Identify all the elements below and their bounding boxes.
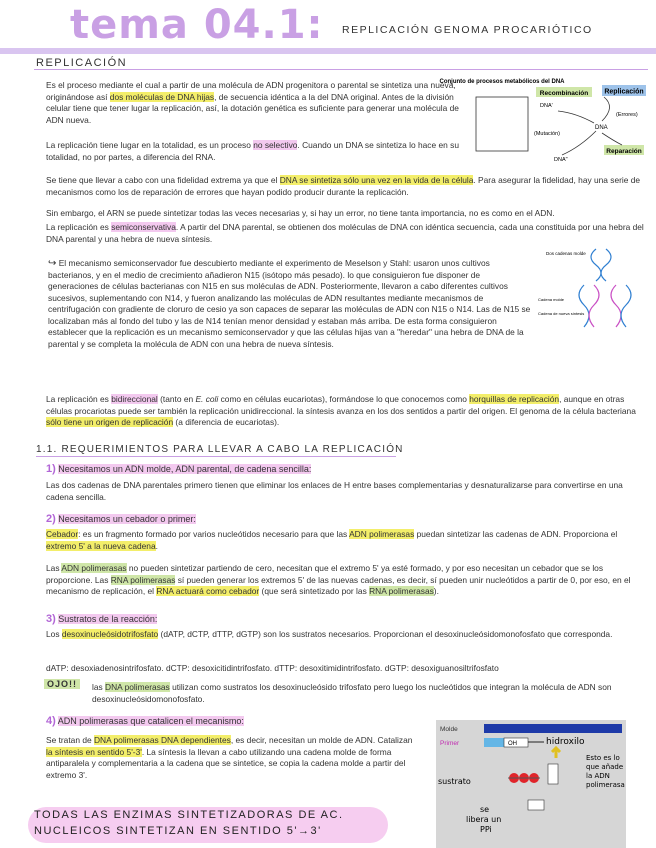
req3-text-2: dATP: desoxiadenosintrifosfato. dCTP: desoxicitidintrifosfato. dTTP: desoxitimidintrifosfato. dGTP: desoxiguanosiltrifosfato [46,663,499,673]
paragraph-1: Es el proceso mediante el cual a partir de una molécula de ADN progenitora o parental se sintetiza una nueva, originándose así dos moléculas de DNA hijas, de secuencia idéntica a la del DNA original. Antes de la división celular tiene que tener lugar la replicación, así, la dotación genética es suficiente para generar una molécula de ADN nueva. [46,80,459,125]
req1-text: Las dos cadenas de DNA parentales primero tienen que eliminar los enlaces de H entre bases complementarias y desnaturalizarse para convertirse en una cadena sencilla. [46,480,623,502]
section-heading: REPLICACIÓN [36,57,128,69]
semiconservative-helix-diagram [536,245,648,331]
paragraph-2: La replicación tiene lugar en la totalidad, es un proceso no selectivo. Cuando un DNA se sintetiza lo hace en su totalidad, no por partes, a diferencia del RNA. [46,140,459,162]
requirements-heading: 1.1. REQUERIMIENTOS PARA LLEVAR A CABO LA REPLICACIÓN [36,444,404,455]
req2-text-2: Las ADN polimerasas no pueden sintetizar partiendo de cero, necesitan que el extremo 5' ya esté formado, y por eso necesitan un cebador que se los proporcione. Las RNA polimerasas sí pueden generar los extremos 5' de las nuevas cadenas, es decir, sí pueden unir nucleótidos a partir de 0, por eso, en el mecanismo de replicación, el RNA actuará como cebador (que será sintetizado por las RNA polimerasas). [46,563,631,596]
req2-text-1: Cebador: es un fragmento formado por varios nucleótidos necesario para que las ADN polimerasas puedan sintetizar las cadenas de ADN. Proporciona el extremo 5' a la nueva cadena. [46,529,618,551]
diagram2-label-2: Cadena molde [538,297,565,302]
polymerase-mechanism-diagram [436,720,656,848]
label-oh: OH [508,741,517,747]
label-template: Molde [440,726,458,733]
req3-text-1: Los desoxinucleósidotrifosfato (dATP, dCTP, dTTP, dGTP) son los sustratos necesarios. Proporcionan el desoxinucleósidomonofosfato que corresponda. [46,629,613,639]
page-subtitle: REPLICACIÓN GENOMA PROCARIÓTICO [342,24,593,36]
label-reparacion: Reparación [606,148,642,155]
paragraph-5: La replicación es semiconservativa. A partir del DNA parental, se obtienen dos moléculas de DNA con idéntica secuencia, cada una constituida por una hebra del DNA parental y una hebra de nueva síntesis. [46,222,644,244]
diagram2-label-1: Dos cadenas molde [546,251,586,256]
paragraph-7: La replicación es bidireccional (tanto en E. coli como en células eucariotas), formándose lo que conocemos como horquillas de replicación, aunque en otras células procariotas puede ser también la replicación unidireccional. la síntesis avanza en los dos sentidos a partir del origen. El genoma de la célula bacteriana sólo tiene un origen de replicación (a diferencia de eucariotas). [46,394,636,427]
label-dna-bottom: DNA" [554,157,568,163]
requirements-underline [36,456,396,457]
label-sustrato: sustrato [438,777,471,786]
label-hidroxilo: hidroxilo [546,737,585,747]
diagram1-box-label: Conjunto de procesos metabólicos del DNA [439,79,565,85]
section-underline [34,69,648,70]
paragraph-3: Se tiene que llevar a cabo con una fidelidad extrema ya que el DNA se sintetiza sólo una vez en la vida de la célula. Para asegurar la fidelidad, hay una serie de mecanismos como los de reparación de errores que hayan podido producir durante la replicación. [46,175,641,197]
label-errores: (Errores) [616,112,638,118]
paragraph-6: ↪ El mecanismo semiconservador fue descubierto mediante el experimento de Meselson y Stahl: usaron unos cultivos bacterianos, y en el medio de crecimiento añadieron N15 (isótopo más pesado). lo que consiguieron fue disponer de generaciones de células bacterianas con N15 en sus moléculas de ADN. Posteriormente, llevaron a cabo diferentes cultivos sucesivos, suplementando con N14, y fueron analizando las moléculas de ADN resultantes mediante mecanismos de centrifugación con gradiente de cloruro de cesio ya son capaces de separar las moléculas de ADN con N15 o N14. Las de N15 se localizaban más al fondo del tubo y las de N14 tenían menor densidad y estaban más arriba. De esta forma consiguieron establecer que la replicación es un mecanismo semiconservador y que las células hijas van a "heredar" una hebra de DNA de la parental y se completa la molécula de ADN con una hebra de nueva síntesis. [48,258,531,349]
ojo-label: OJO!! [44,679,80,689]
req4-title: 4) ADN polimerasas que catalicen el mecanismo: [46,715,244,727]
bottom-note-text: TODAS LAS ENZIMAS SINTETIZADORAS DE AC. NUCLEICOS SINTETIZAN EN SENTIDO 5'→3' [34,809,344,837]
label-primer: Primer [440,740,460,747]
req2-title: 2) Necesitamos un cebador o primer: [46,513,196,525]
paragraph-4: Sin embargo, el ARN se puede sintetizar todas las veces necesarias y, si hay un error, no tiene tanta importancia, no es como en el ADN. [46,208,555,218]
req1-title: 1) Necesitamos un ADN molde, ADN parental, de cadena sencilla: [46,463,312,475]
req4-text: Se tratan de DNA polimerasas DNA dependientes, es decir, necesitan un molde de ADN. Catalizan la síntesis en sentido 5'-3'. La síntesis la llevan a cabo utilizando una cadena molde de forma antiparalela y complementaria a la cadena que se sintetice, se copia la cadena molde a partir del extremo 3'. [46,735,413,780]
page-title: tema 04.1: [70,2,324,48]
label-replicacion: Replicación [604,88,644,96]
label-dna-top: DNA' [540,103,553,109]
label-mutacion: (Mutación) [534,131,560,137]
label-recombinacion: Recombinación [539,90,589,97]
bottom-note [28,805,418,845]
label-esto-es: Esto es lo que añade la ADN polimerasa [586,754,625,789]
label-se-libera: se libera un PPi [466,805,502,834]
title-underline [0,48,656,54]
dna-metabolism-diagram [439,79,646,165]
label-dna-mid: DNA [595,125,608,131]
req3-title: 3) Sustratos de la reacción: [46,613,158,625]
diagram2-label-3: Cadena de nueva síntesis [538,311,585,316]
ojo-text: las DNA polimerasas utilizan como sustratos los desoxinucleósido trifosfato pero luego los nucleótidos que integran la molécula de ADN son desoxinucleósidomonofosfato. [92,682,612,704]
